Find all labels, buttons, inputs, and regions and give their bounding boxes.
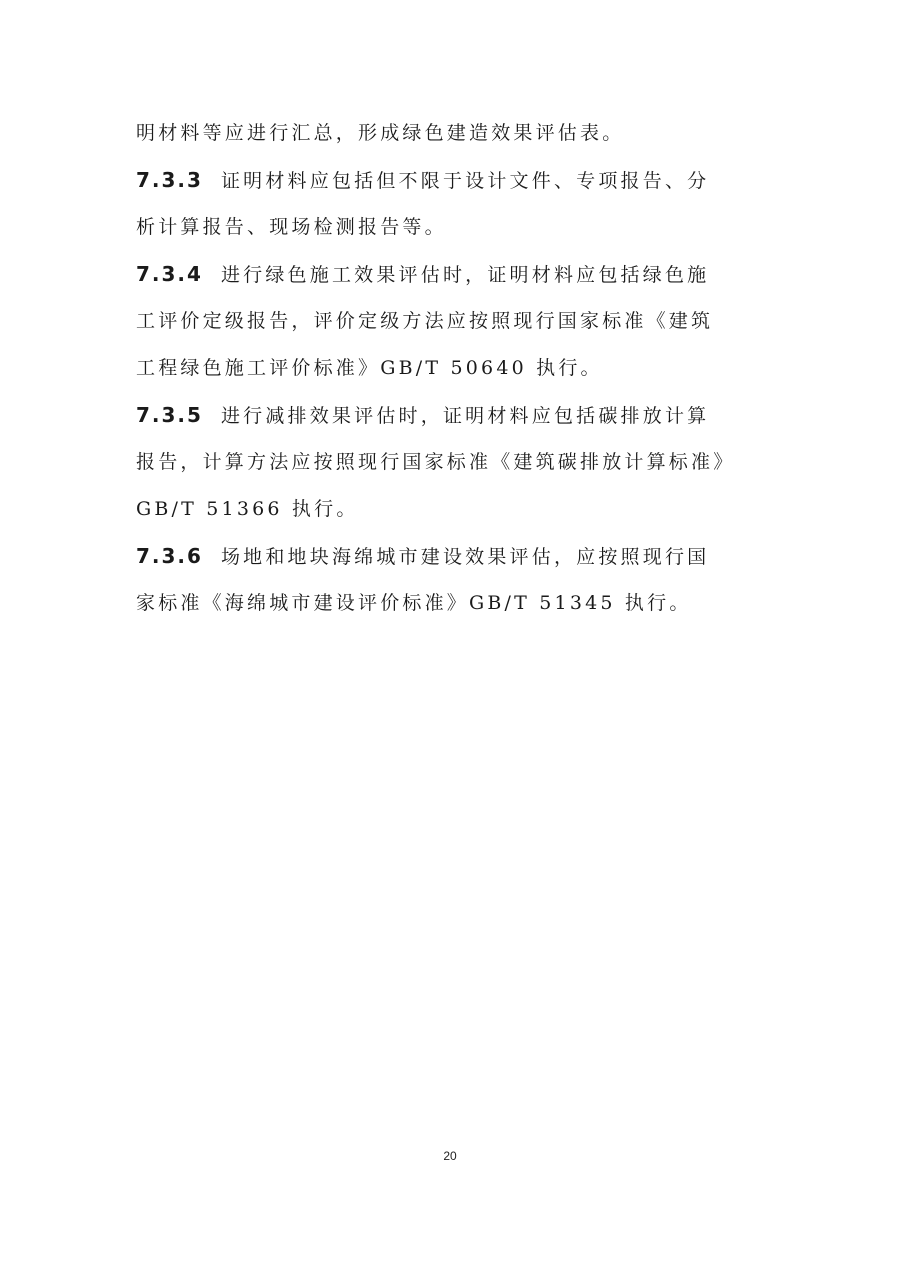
clause-text: 证明材料应包括但不限于设计文件、专项报告、分 — [220, 170, 710, 192]
page-number: 20 — [443, 1149, 457, 1163]
clause-text: 场地和地块海绵城市建设效果评估，应按照现行国 — [220, 546, 710, 568]
clause-first-line — [136, 533, 776, 580]
clause-first-line — [136, 392, 776, 439]
clause-number: 7.3.6 — [136, 544, 203, 568]
paragraph-line: 报告，计算方法应按照现行国家标准《建筑碳排放计算标准》 — [136, 451, 736, 473]
clause-text: 进行绿色施工效果评估时，证明材料应包括绿色施 — [220, 264, 710, 286]
clause-7-3-4 — [136, 251, 776, 392]
clause-7-3-5 — [136, 392, 776, 533]
paragraph-line: 析计算报告、现场检测报告等。 — [136, 216, 447, 238]
clause-first-line — [136, 251, 776, 298]
clause-number: 7.3.5 — [136, 403, 203, 427]
paragraph-line: 工程绿色施工评价标准》GB/T 50640 执行。 — [136, 357, 603, 379]
body-text — [136, 110, 776, 627]
clause-text: 进行减排效果评估时，证明材料应包括碳排放计算 — [220, 405, 710, 427]
paragraph-line: GB/T 51366 执行。 — [136, 498, 359, 520]
paragraph-line: 工评价定级报告，评价定级方法应按照现行国家标准《建筑 — [136, 310, 714, 332]
clause-first-line — [136, 157, 776, 204]
paragraph-line: 明材料等应进行汇总，形成绿色建造效果评估表。 — [136, 122, 625, 144]
clause-7-3-3 — [136, 157, 776, 251]
clause-number: 7.3.3 — [136, 168, 203, 192]
paragraph-line: 家标准《海绵城市建设评价标准》GB/T 51345 执行。 — [136, 592, 692, 614]
clause-7-3-6 — [136, 533, 776, 627]
clause-number: 7.3.4 — [136, 262, 203, 286]
